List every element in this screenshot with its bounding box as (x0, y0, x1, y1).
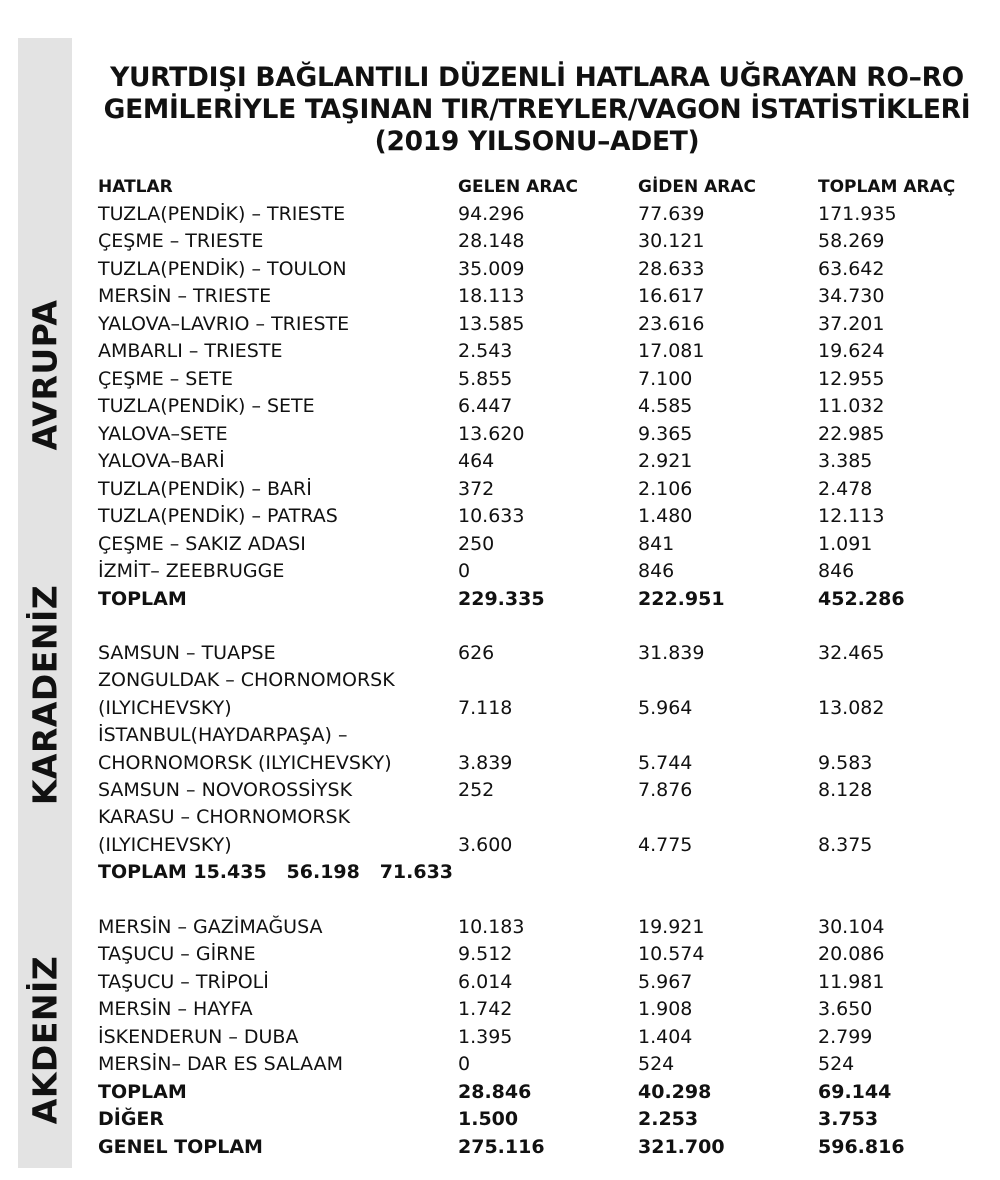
table-row (0, 421, 1000, 448)
gelen-cell: 6.014 (458, 971, 513, 993)
header-gelen: GELEN ARAC (458, 177, 579, 197)
gelen-cell: 0 (458, 1053, 471, 1075)
giden-cell: 31.839 (638, 642, 705, 664)
toplam-cell: 8.375 (818, 834, 873, 856)
gelen-cell: 13.620 (458, 423, 525, 445)
diger-toplam: 3.753 (818, 1108, 879, 1130)
toplam-cell: 30.104 (818, 916, 885, 938)
giden-cell: 1.404 (638, 1026, 693, 1048)
giden-cell: 17.081 (638, 340, 705, 362)
gelen-cell: 2.543 (458, 340, 513, 362)
table-row (0, 448, 1000, 475)
karadeniz-total-row (0, 859, 1000, 886)
table-row (0, 228, 1000, 255)
table-row (0, 777, 1000, 804)
giden-cell: 19.921 (638, 916, 705, 938)
gelen-cell: 250 (458, 533, 495, 555)
route-cell: YALOVA–BARİ (98, 450, 225, 472)
table-header (0, 174, 1000, 201)
route-cell: MERSİN– DAR ES SALAAM (98, 1053, 344, 1075)
gelen-cell: 94.296 (458, 203, 525, 225)
genel-toplam-toplam: 596.816 (818, 1136, 905, 1158)
gelen-cell: 3.600 (458, 834, 513, 856)
giden-cell: 7.100 (638, 368, 693, 390)
route-cell: TAŞUCU – TRİPOLİ (98, 971, 269, 993)
toplam-cell: 13.082 (818, 697, 885, 719)
gelen-cell: 28.148 (458, 230, 525, 252)
toplam-cell: 846 (818, 560, 855, 582)
akdeniz-total-row (0, 1079, 1000, 1106)
giden-cell: 841 (638, 533, 675, 555)
gelen-cell: 10.633 (458, 505, 525, 527)
diger-row (0, 1106, 1000, 1133)
total-label: TOPLAM (98, 588, 187, 610)
giden-cell: 5.964 (638, 697, 693, 719)
total-line: TOPLAM 15.435 56.198 71.633 (98, 861, 454, 883)
table-row-continued (0, 804, 1000, 831)
route-cell: TAŞUCU – GİRNE (98, 943, 256, 965)
toplam-cell: 3.650 (818, 998, 873, 1020)
giden-cell: 846 (638, 560, 675, 582)
table-row-continued (0, 667, 1000, 694)
toplam-cell: 34.730 (818, 285, 885, 307)
table-row (0, 531, 1000, 558)
toplam-cell: 2.478 (818, 478, 873, 500)
table-row (0, 941, 1000, 968)
diger-label: DİĞER (98, 1108, 165, 1130)
giden-cell: 1.908 (638, 998, 693, 1020)
table-row (0, 366, 1000, 393)
gelen-cell: 372 (458, 478, 495, 500)
table-row (0, 1051, 1000, 1078)
route-cell: TUZLA(PENDİK) – TOULON (98, 258, 347, 280)
avrupa-total-row (0, 586, 1000, 613)
giden-cell: 16.617 (638, 285, 705, 307)
region-karadeniz-text: KARADENİZ (25, 584, 65, 806)
toplam-cell: 37.201 (818, 313, 885, 335)
table-row (0, 338, 1000, 365)
gelen-cell: 9.512 (458, 943, 513, 965)
route-cell: AMBARLI – TRIESTE (98, 340, 283, 362)
route-cell: CHORNOMORSK (ILYICHEVSKY) (98, 752, 392, 774)
toplam-cell: 2.799 (818, 1026, 873, 1048)
giden-cell: 524 (638, 1053, 675, 1075)
route-cell: YALOVA–SETE (98, 423, 228, 445)
route-cell: TUZLA(PENDİK) – SETE (98, 395, 315, 417)
gelen-cell: 626 (458, 642, 495, 664)
gelen-cell: 10.183 (458, 916, 525, 938)
table-row (0, 969, 1000, 996)
giden-cell: 5.967 (638, 971, 693, 993)
route-cell: MERSİN – GAZİMAĞUSA (98, 916, 323, 938)
route-cell: İZMİT– ZEEBRUGGE (98, 560, 285, 582)
toplam-cell: 20.086 (818, 943, 885, 965)
page-title (82, 62, 992, 158)
gelen-cell: 18.113 (458, 285, 525, 307)
diger-giden: 2.253 (638, 1108, 699, 1130)
gelen-cell: 0 (458, 560, 471, 582)
toplam-cell: 22.985 (818, 423, 885, 445)
route-cell: MERSİN – HAYFA (98, 998, 253, 1020)
route-cell: TUZLA(PENDİK) – PATRAS (98, 505, 338, 527)
genel-toplam-gelen: 275.116 (458, 1136, 545, 1158)
toplam-cell: 12.955 (818, 368, 885, 390)
giden-cell: 77.639 (638, 203, 705, 225)
region-akdeniz-text: AKDENİZ (25, 955, 65, 1125)
route-cell: ZONGULDAK – CHORNOMORSK (98, 669, 395, 691)
gelen-cell: 3.839 (458, 752, 513, 774)
total-toplam: 452.286 (818, 588, 905, 610)
title-line-1: YURTDIŞI BAĞLANTILI DÜZENLİ HATLARA UĞRAYAN RO–RO (110, 62, 964, 93)
total-label: TOPLAM (98, 1081, 187, 1103)
diger-gelen: 1.500 (458, 1108, 519, 1130)
total-toplam: 69.144 (818, 1081, 892, 1103)
gelen-cell: 5.855 (458, 368, 513, 390)
region-avrupa-text: AVRUPA (25, 299, 65, 451)
gelen-cell: 1.395 (458, 1026, 513, 1048)
title-line-2: GEMİLERİYLE TAŞINAN TIR/TREYLER/VAGON İSTATİSTİKLERİ (103, 94, 971, 125)
route-cell: YALOVA–LAVRIO – TRIESTE (98, 313, 350, 335)
total-giden: 40.298 (638, 1081, 712, 1103)
route-cell: ÇEŞME – TRIESTE (98, 230, 264, 252)
toplam-cell: 58.269 (818, 230, 885, 252)
giden-cell: 4.775 (638, 834, 693, 856)
toplam-cell: 19.624 (818, 340, 885, 362)
table-row (0, 256, 1000, 283)
route-cell: TUZLA(PENDİK) – TRIESTE (98, 203, 346, 225)
header-giden: GİDEN ARAC (638, 177, 757, 197)
table-row (0, 558, 1000, 585)
table-row (0, 914, 1000, 941)
table-row (0, 393, 1000, 420)
giden-cell: 23.616 (638, 313, 705, 335)
route-cell: ÇEŞME – SETE (98, 368, 233, 390)
toplam-cell: 11.981 (818, 971, 885, 993)
route-cell: (ILYICHEVSKY) (98, 834, 232, 856)
giden-cell: 1.480 (638, 505, 693, 527)
toplam-cell: 9.583 (818, 752, 873, 774)
giden-cell: 10.574 (638, 943, 705, 965)
toplam-cell: 63.642 (818, 258, 885, 280)
table-row (0, 503, 1000, 530)
table-row (0, 476, 1000, 503)
total-gelen: 28.846 (458, 1081, 532, 1103)
table-row-continued (0, 722, 1000, 749)
toplam-cell: 171.935 (818, 203, 897, 225)
giden-cell: 9.365 (638, 423, 693, 445)
route-cell: KARASU – CHORNOMORSK (98, 806, 351, 828)
route-cell: MERSİN – TRIESTE (98, 285, 272, 307)
giden-cell: 28.633 (638, 258, 705, 280)
header-toplam: TOPLAM ARAÇ (818, 177, 956, 197)
gelen-cell: 13.585 (458, 313, 525, 335)
giden-cell: 2.921 (638, 450, 693, 472)
toplam-cell: 524 (818, 1053, 855, 1075)
total-giden: 222.951 (638, 588, 725, 610)
gelen-cell: 35.009 (458, 258, 525, 280)
total-gelen: 229.335 (458, 588, 545, 610)
header-hatlar: HATLAR (98, 177, 173, 197)
route-cell: ÇEŞME – SAKIZ ADASI (98, 533, 306, 555)
giden-cell: 7.876 (638, 779, 693, 801)
table-row (0, 201, 1000, 228)
table-row (0, 640, 1000, 667)
table-row (0, 750, 1000, 777)
title-line-3: (2019 YILSONU–ADET) (374, 126, 700, 157)
giden-cell: 2.106 (638, 478, 693, 500)
route-cell: (ILYICHEVSKY) (98, 697, 232, 719)
gelen-cell: 1.742 (458, 998, 513, 1020)
toplam-cell: 8.128 (818, 779, 873, 801)
route-cell: İSTANBUL(HAYDARPAŞA) – (98, 724, 348, 746)
toplam-cell: 11.032 (818, 395, 885, 417)
table-row (0, 832, 1000, 859)
giden-cell: 30.121 (638, 230, 705, 252)
table-row (0, 996, 1000, 1023)
route-cell: TUZLA(PENDİK) – BARİ (98, 478, 312, 500)
gelen-cell: 252 (458, 779, 495, 801)
giden-cell: 5.744 (638, 752, 693, 774)
gelen-cell: 7.118 (458, 697, 513, 719)
table-row (0, 283, 1000, 310)
table-row (0, 1024, 1000, 1051)
genel-toplam-giden: 321.700 (638, 1136, 725, 1158)
route-cell: İSKENDERUN – DUBA (98, 1026, 299, 1048)
gelen-cell: 6.447 (458, 395, 513, 417)
toplam-cell: 12.113 (818, 505, 885, 527)
giden-cell: 4.585 (638, 395, 693, 417)
toplam-cell: 3.385 (818, 450, 873, 472)
table-row (0, 311, 1000, 338)
genel-toplam-row (0, 1134, 1000, 1161)
toplam-cell: 32.465 (818, 642, 885, 664)
genel-toplam-label: GENEL TOPLAM (98, 1136, 263, 1158)
table-row (0, 695, 1000, 722)
route-cell: SAMSUN – NOVOROSSİYSK (98, 779, 353, 801)
toplam-cell: 1.091 (818, 533, 873, 555)
route-cell: SAMSUN – TUAPSE (98, 642, 276, 664)
gelen-cell: 464 (458, 450, 495, 472)
